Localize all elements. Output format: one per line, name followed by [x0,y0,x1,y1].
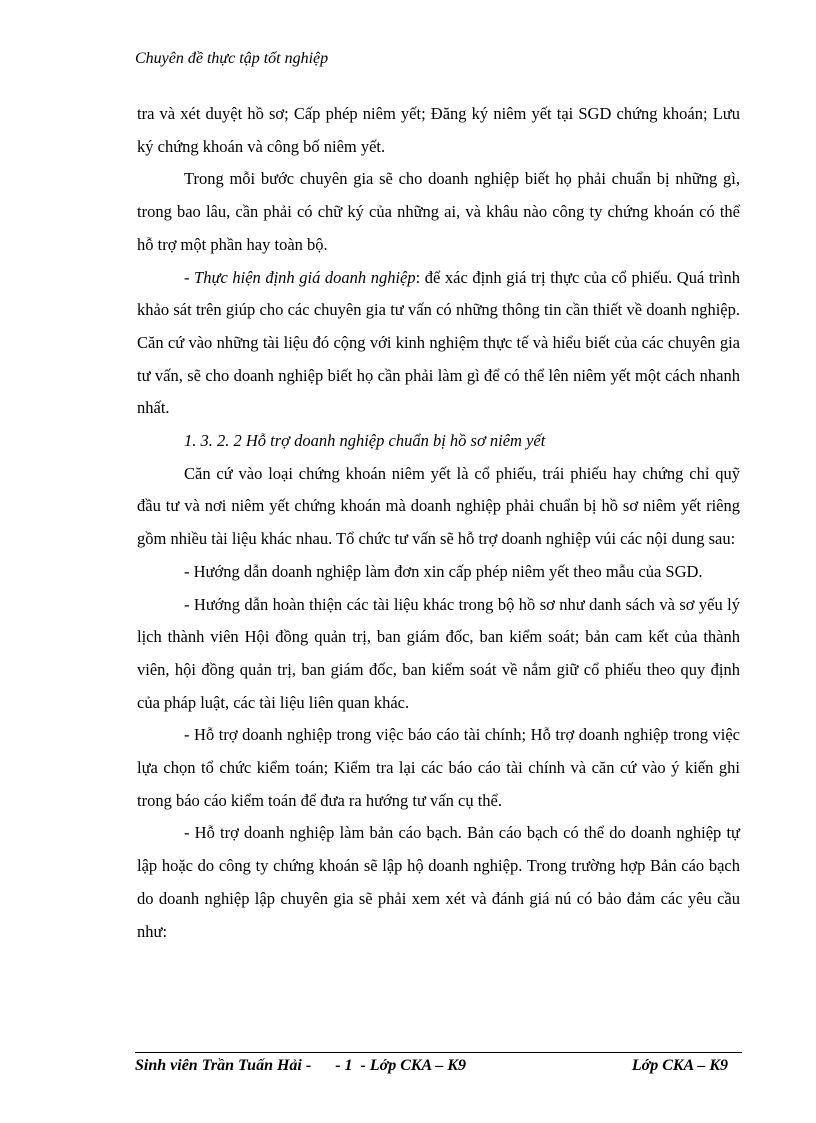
paragraph: - Hướng dẫn doanh nghiệp làm đơn xin cấp phép niêm yết theo mẫu của SGD. [184,561,703,581]
paragraph: - Hỗ trợ doanh nghiệp trong việc báo cáo tài chính; Hỗ trợ doanh nghiệp trong việc lựa chọn tổ chức kiểm toán; Kiểm tra lại các báo cáo tài chính và căn cứ vào ý kiến ghi trong báo cáo kiểm toán để đưa ra hướng tư vấn cụ thể. [137,725,740,810]
document-body [137,98,740,948]
paragraph: - Hướng dẫn hoàn thiện các tài liệu khác trong bộ hồ sơ như danh sách và sơ yếu lý lịch thành viên Hội đồng quản trị, ban giám đốc, ban kiểm soát; bản cam kết của thành viên, hội đồng quản trị, ban giám đốc, ban kiểm soát về nắm giữ cổ phiếu theo quy định của pháp luật, các tài liệu liên quan khác. [137,594,740,712]
paragraph-text: : để xác định giá trị thực của cổ phiếu. Quá trình khảo sát trên giúp cho các chuyên gia tư vấn có những thông tin cần thiết về doanh nghiệp. Căn cứ vào những tài liệu đó cộng với kinh nghiệm thực tế và hiểu biết của các chuyên gia tư vấn, sẽ cho doanh nghiệp biết họ cần phải làm gì để có thể lên niêm yết một cách nhanh nhất. [137,267,741,418]
paragraph-continuation: tra và xét duyệt hồ sơ; Cấp phép niêm yết; Đăng ký niêm yết tại SGD chứng khoán; Lưu ký chứng khoán và công bố niêm yết. [137,104,740,156]
paragraph-lead-italic: - Thực hiện định giá doanh nghiệp [184,267,416,287]
section-heading: 1. 3. 2. 2 Hỗ trợ doanh nghiệp chuẩn bị hồ sơ niêm yết [184,431,546,451]
paragraph-valuation [137,262,740,426]
paragraph: Căn cứ vào loại chứng khoán niêm yết là cổ phiếu, trái phiếu hay chứng chỉ quỹ đầu tư và nơi niêm yết chứng khoán mà doanh nghiệp phải chuẩn bị hồ sơ niêm yết riêng gồm nhiều tài liệu khác nhau. Tổ chức tư vấn sẽ hỗ trợ doanh nghiệp vúi các nội dung sau: [137,463,740,549]
footer-divider [135,1052,742,1053]
paragraph: Trong mỗi bước chuyên gia sẽ cho doanh nghiệp biết họ phải chuẩn bị những gì, trong bao lâu, cần phải có chữ ký của những ai, và khâu nào công ty chứng khoán có thể hỗ trợ một phần hay toàn bộ. [137,169,740,254]
paragraph: - Hỗ trợ doanh nghiệp làm bản cáo bạch. Bản cáo bạch có thể do doanh nghiệp tự lập hoặc do công ty chứng khoán sẽ lập hộ doanh nghiệp. Trong trường hợp Bản cáo bạch do doanh nghiệp lập chuyên gia sẽ phải xem xét và đánh giá nú có bảo đảm các yêu cầu như: [137,823,740,941]
footer-class: Lớp CKA – K9 [631,1057,728,1074]
footer-student-info: Sinh viên Trần Tuấn Hải - - 1 - Lớp CKA – K9 [135,1057,467,1074]
page-header: Chuyên đề thực tập tốt nghiệp [135,50,329,67]
